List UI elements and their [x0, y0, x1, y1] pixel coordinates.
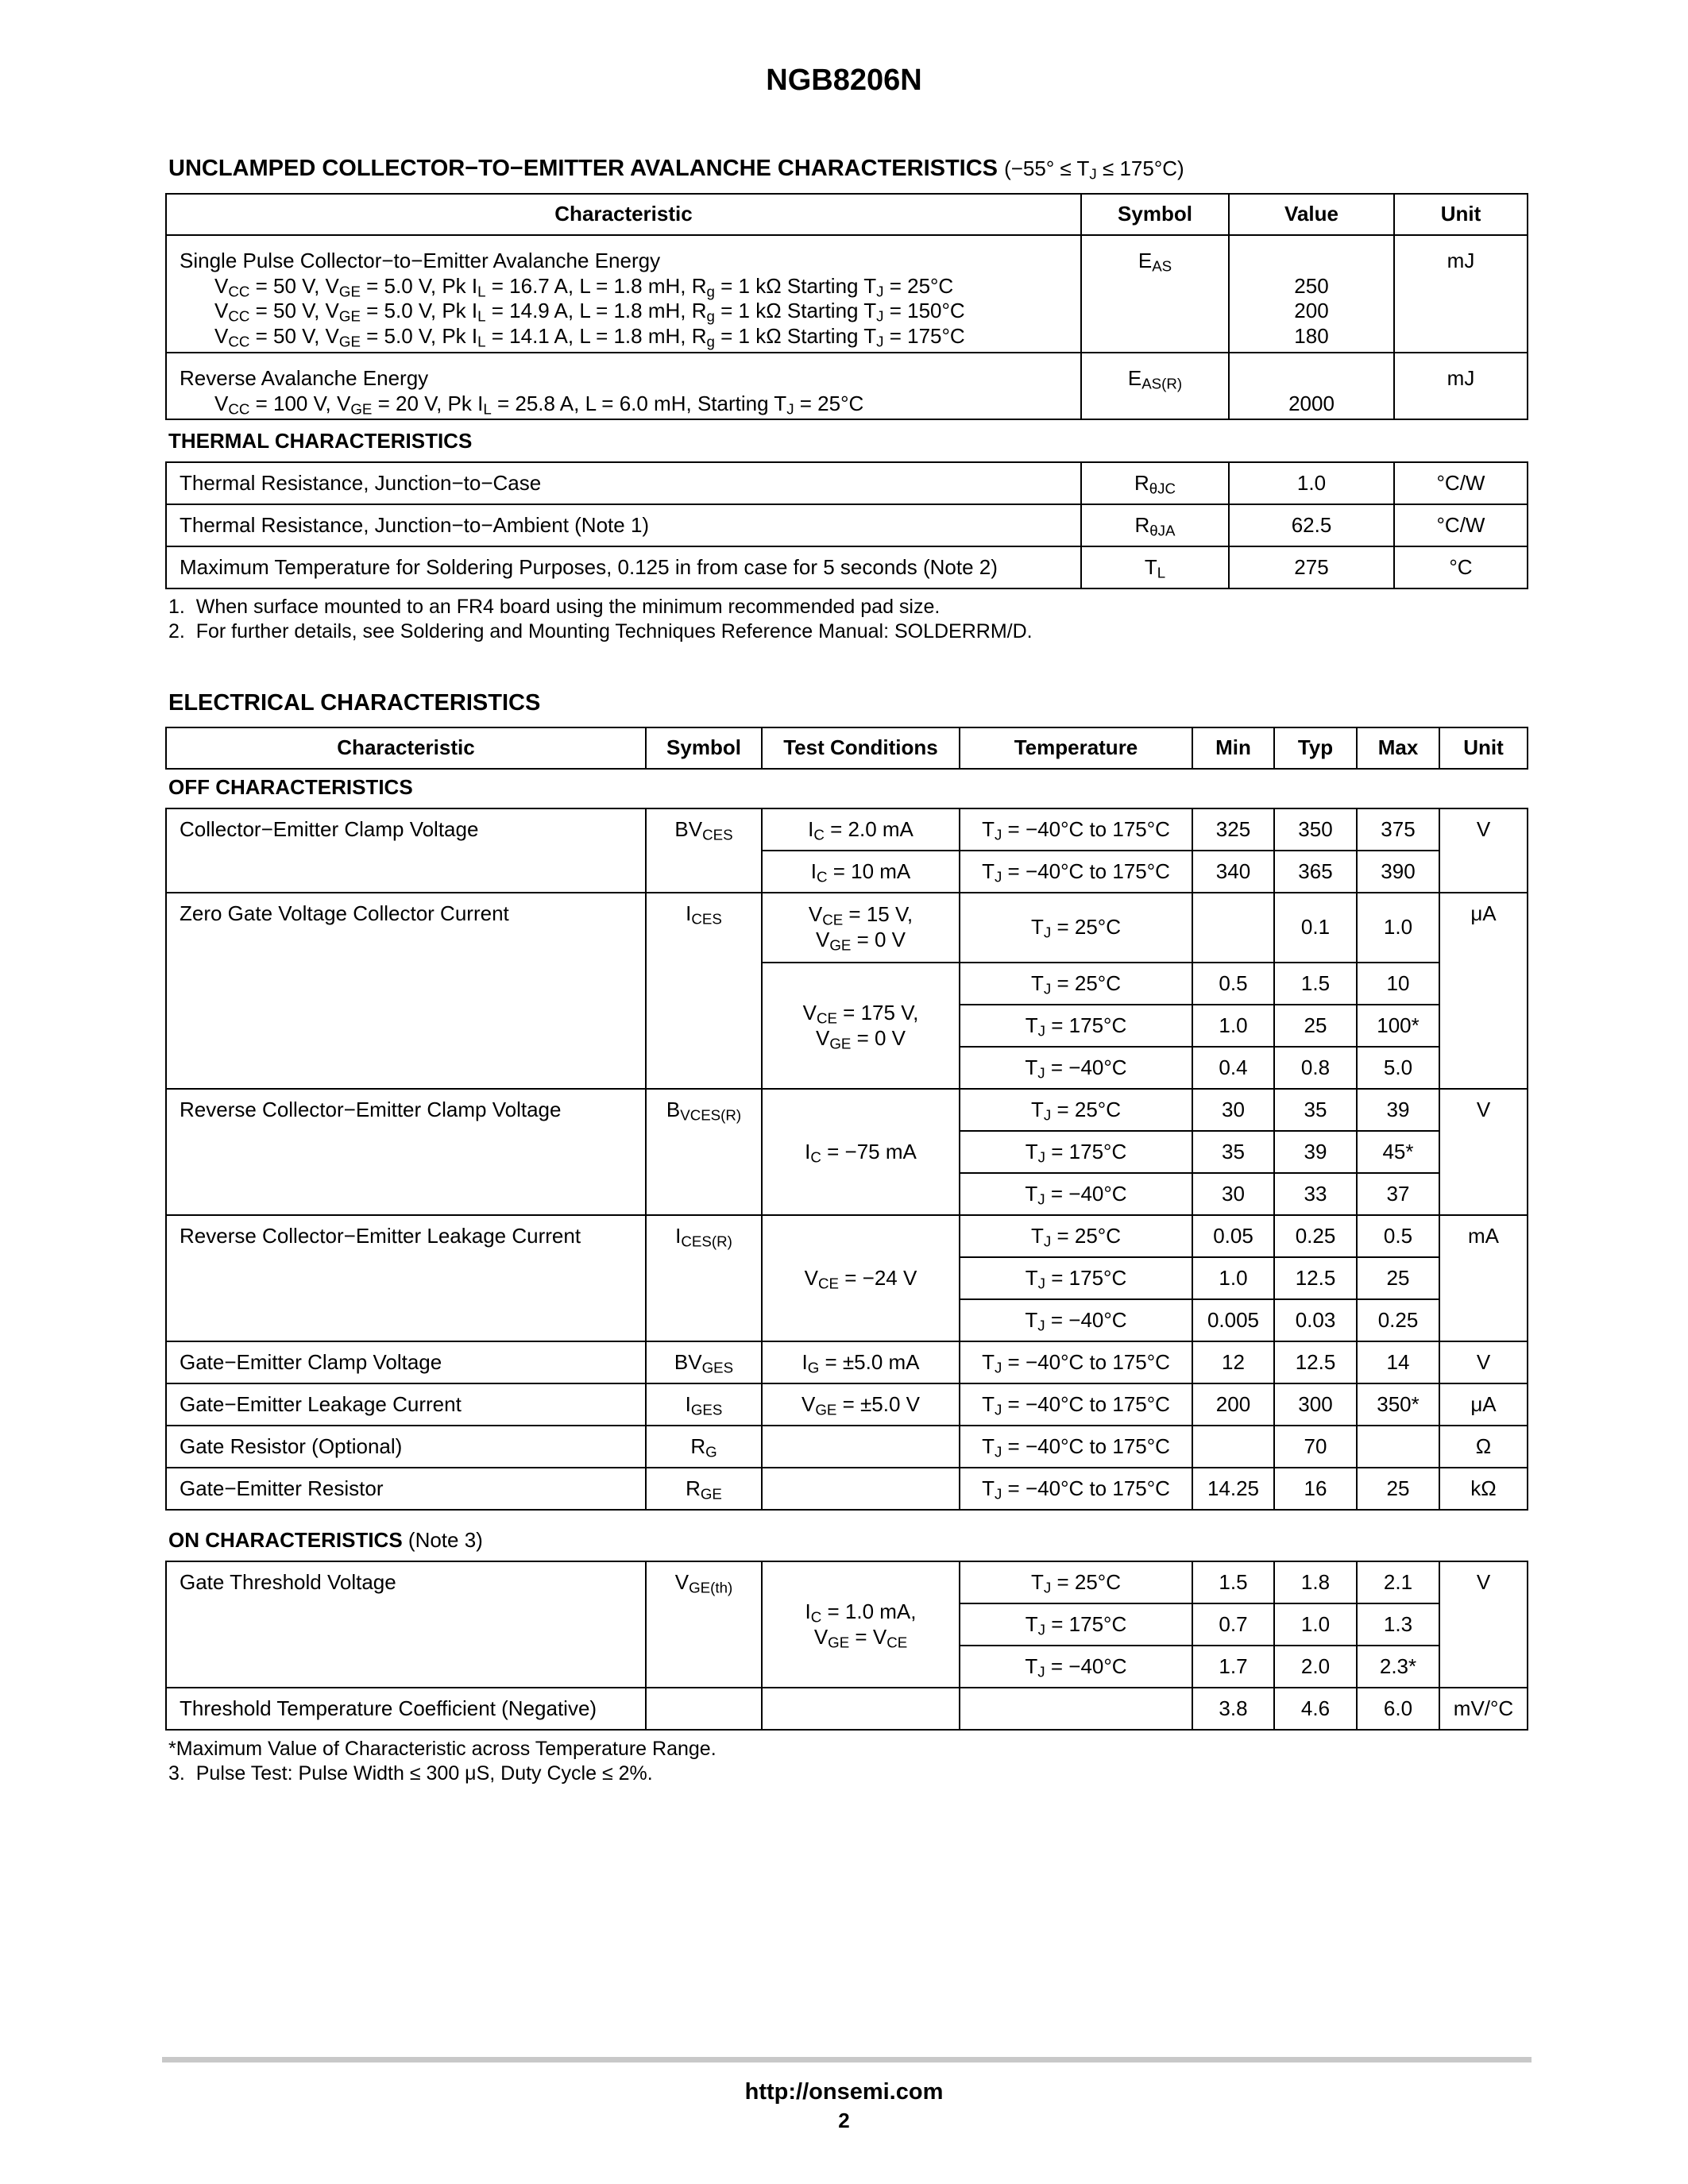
- temperature-cell: $T_J = 175^\circ C$: [960, 1005, 1192, 1047]
- table-row: [166, 1426, 1528, 1468]
- max-cell: 14: [1357, 1341, 1439, 1383]
- avalanche-condition-end: ≤ 175°C): [1096, 156, 1184, 180]
- col-header-characteristic: Characteristic: [166, 194, 1081, 235]
- temperature-cell: $T_J = -40^\circ C$ to 175°C: [960, 808, 1192, 851]
- table-row: [166, 504, 1528, 546]
- col-header-symbol: Symbol: [646, 727, 762, 769]
- min-cell: 1.7: [1192, 1646, 1274, 1688]
- temperature-cell: $T_J = 25^\circ C$: [960, 963, 1192, 1005]
- table-row: [166, 1089, 1528, 1131]
- characteristic-cell: Reverse Collector−Emitter Clamp Voltage: [166, 1089, 646, 1215]
- value: 2000: [1288, 391, 1335, 415]
- min-cell: 0.005: [1192, 1299, 1274, 1341]
- min-cell: 1.0: [1192, 1257, 1274, 1299]
- max-cell: 6.0: [1357, 1688, 1439, 1730]
- temperature-cell: [960, 1688, 1192, 1730]
- table-row: [166, 808, 1528, 851]
- symbol-cell: $I_{CES(R)}$: [646, 1215, 762, 1341]
- typ-cell: 70: [1274, 1426, 1357, 1468]
- temperature-cell: $T_J = 25^\circ C$: [960, 1561, 1192, 1603]
- thermal-table: [165, 461, 1528, 589]
- test-condition-cell: $I_C = 2.0$ mA: [762, 808, 960, 851]
- col-header-characteristic: Characteristic: [166, 727, 646, 769]
- typ-cell: 1.5: [1274, 963, 1357, 1005]
- col-header-temperature: Temperature: [960, 727, 1192, 769]
- unit-cell: mJ: [1394, 353, 1528, 419]
- footnote-3: 3. Pulse Test: Pulse Width ≤ 300 μS, Duty Cycle ≤ 2%.: [168, 1762, 653, 1785]
- electrical-header-table: [165, 727, 1528, 770]
- typ-cell: 365: [1274, 851, 1357, 893]
- unit-cell: kΩ: [1439, 1468, 1528, 1510]
- characteristic-cell: Thermal Resistance, Junction−to−Ambient (Note 1): [166, 504, 1081, 546]
- min-cell: 0.5: [1192, 963, 1274, 1005]
- unit-cell: V: [1439, 1089, 1528, 1215]
- unit-cell: Ω: [1439, 1426, 1528, 1468]
- temperature-cell: $T_J = -40^\circ C$: [960, 1047, 1192, 1089]
- max-cell: 100*: [1357, 1005, 1439, 1047]
- condition-line: $V_{CC} = 100$ V, $V_{GE} = 20$ V, Pk $I_L = 25.8$ A, L = 6.0 mH, Starting $T_J = 25^\circ C$: [214, 391, 864, 418]
- symbol-cell: $BV_{GES}$: [646, 1341, 762, 1383]
- characteristic-cell: Reverse Collector−Emitter Leakage Current: [166, 1215, 646, 1341]
- page-title: NGB8206N: [766, 64, 922, 97]
- value: 200: [1294, 299, 1329, 323]
- on-heading-text: ON CHARACTERISTICS: [168, 1528, 403, 1552]
- characteristic-cell: Gate Resistor (Optional): [166, 1426, 646, 1468]
- max-cell: 0.25: [1357, 1299, 1439, 1341]
- typ-cell: 1.0: [1274, 1603, 1357, 1646]
- temperature-cell: $T_J = 175^\circ C$: [960, 1131, 1192, 1173]
- avalanche-condition-text: (−55° ≤ T: [1004, 156, 1090, 180]
- max-cell: 39: [1357, 1089, 1439, 1131]
- typ-cell: 300: [1274, 1383, 1357, 1426]
- unit-cell: mJ: [1394, 235, 1528, 353]
- footer-url-link[interactable]: http://onsemi.com: [744, 2079, 944, 2105]
- value-cell: [1229, 235, 1394, 353]
- unit-cell: mV/°C: [1439, 1688, 1528, 1730]
- temperature-cell: $T_J = -40^\circ C$: [960, 1299, 1192, 1341]
- unit-cell: V: [1439, 1561, 1528, 1688]
- characteristic-cell: Maximum Temperature for Soldering Purposes, 0.125 in from case for 5 seconds (Note 2): [166, 546, 1081, 588]
- page-number: 2: [838, 2109, 850, 2132]
- max-cell: 1.0: [1357, 893, 1439, 963]
- symbol-cell: $E_{AS}$: [1081, 235, 1229, 353]
- avalanche-condition: [1004, 156, 1184, 183]
- condition-line: $V_{CC} = 50$ V, $V_{GE} = 5.0$ V, Pk $I_L = 16.7$ A, L = 1.8 mH, $R_g = 1$ kΩ Starting $T_J = 25^\circ C$: [214, 273, 954, 300]
- unit-cell: μA: [1439, 893, 1528, 1089]
- symbol-cell: $I_{CES}$: [646, 893, 762, 1089]
- typ-cell: 0.25: [1274, 1215, 1357, 1257]
- footnote-2: 2. For further details, see Soldering and Mounting Techniques Reference Manual: SOLDERRM/D.: [168, 620, 1033, 642]
- characteristic-cell: Threshold Temperature Coefficient (Negative): [166, 1688, 646, 1730]
- test-condition-cell: $V_{CE} = -24$ V: [762, 1215, 960, 1341]
- typ-cell: 35: [1274, 1089, 1357, 1131]
- typ-cell: 39: [1274, 1131, 1357, 1173]
- table-row: [166, 235, 1528, 353]
- temperature-cell: $T_J = 25^\circ C$: [960, 893, 1192, 963]
- temperature-cell: $T_J = -40^\circ C$ to 175°C: [960, 1383, 1192, 1426]
- electrical-heading: ELECTRICAL CHARACTERISTICS: [168, 690, 541, 716]
- min-cell: 3.8: [1192, 1688, 1274, 1730]
- symbol-cell: $R_G$: [646, 1426, 762, 1468]
- temperature-cell: $T_J = -40^\circ C$: [960, 1173, 1192, 1215]
- typ-cell: 0.1: [1274, 893, 1357, 963]
- test-condition-cell: $I_C = 10$ mA: [762, 851, 960, 893]
- characteristic-cell: Gate−Emitter Leakage Current: [166, 1383, 646, 1426]
- table-row: [166, 462, 1528, 504]
- temperature-cell: $T_J = -40^\circ C$ to 175°C: [960, 1426, 1192, 1468]
- min-cell: [1192, 1426, 1274, 1468]
- characteristic-cell: [166, 353, 1081, 419]
- unit-cell: mA: [1439, 1215, 1528, 1341]
- typ-cell: 0.03: [1274, 1299, 1357, 1341]
- max-cell: 2.3*: [1357, 1646, 1439, 1688]
- min-cell: 340: [1192, 851, 1274, 893]
- temperature-cell: $T_J = -40^\circ C$: [960, 1646, 1192, 1688]
- min-cell: 1.5: [1192, 1561, 1274, 1603]
- table-row: [166, 353, 1528, 419]
- min-cell: 200: [1192, 1383, 1274, 1426]
- col-header-min: Min: [1192, 727, 1274, 769]
- min-cell: 30: [1192, 1173, 1274, 1215]
- max-cell: 37: [1357, 1173, 1439, 1215]
- value-cell: 1.0: [1229, 462, 1394, 504]
- test-condition-cell: [762, 1426, 960, 1468]
- min-cell: 14.25: [1192, 1468, 1274, 1510]
- unit-cell: °C/W: [1394, 462, 1528, 504]
- typ-cell: 12.5: [1274, 1341, 1357, 1383]
- min-cell: 0.4: [1192, 1047, 1274, 1089]
- typ-cell: 12.5: [1274, 1257, 1357, 1299]
- max-cell: 45*: [1357, 1131, 1439, 1173]
- test-condition-cell: $I_G = \pm 5.0$ mA: [762, 1341, 960, 1383]
- min-cell: 0.7: [1192, 1603, 1274, 1646]
- off-characteristics-heading: OFF CHARACTERISTICS: [168, 775, 413, 799]
- min-cell: [1192, 893, 1274, 963]
- test-condition-cell: $I_C = 1.0$ mA, $V_{GE} = V_{CE}$: [762, 1561, 960, 1688]
- value-cell: 62.5: [1229, 504, 1394, 546]
- off-characteristics-table: [165, 808, 1528, 1511]
- max-cell: 390: [1357, 851, 1439, 893]
- table-row: [166, 1383, 1528, 1426]
- table-row: [166, 1215, 1528, 1257]
- avalanche-condition-sub: J: [1089, 165, 1097, 183]
- star-footnote: *Maximum Value of Characteristic across Temperature Range.: [168, 1738, 717, 1760]
- table-row: [166, 893, 1528, 963]
- unit-cell: °C: [1394, 546, 1528, 588]
- min-cell: 1.0: [1192, 1005, 1274, 1047]
- typ-cell: 33: [1274, 1173, 1357, 1215]
- avalanche-heading-text: UNCLAMPED COLLECTOR−TO−EMITTER AVALANCHE CHARACTERISTICS: [168, 156, 999, 181]
- unit-cell: μA: [1439, 1383, 1528, 1426]
- min-cell: 0.05: [1192, 1215, 1274, 1257]
- value-cell: [1229, 353, 1394, 419]
- avalanche-table: [165, 193, 1528, 420]
- characteristic-cell: Gate−Emitter Clamp Voltage: [166, 1341, 646, 1383]
- condition-line: $V_{CC} = 50$ V, $V_{GE} = 5.0$ V, Pk $I_L = 14.9$ A, L = 1.8 mH, $R_g = 1$ kΩ Starting $T_J = 150^\circ C$: [214, 299, 965, 326]
- col-header-value: Value: [1229, 194, 1394, 235]
- max-cell: 25: [1357, 1257, 1439, 1299]
- test-condition-cell: $V_{CE} = 15$ V, $V_{GE} = 0$ V: [762, 893, 960, 963]
- temperature-cell: $T_J = -40^\circ C$ to 175°C: [960, 1468, 1192, 1510]
- characteristic-cell: Thermal Resistance, Junction−to−Case: [166, 462, 1081, 504]
- min-cell: 325: [1192, 808, 1274, 851]
- symbol-cell: $E_{AS(R)}$: [1081, 353, 1229, 419]
- test-condition-cell: [762, 1468, 960, 1510]
- max-cell: 5.0: [1357, 1047, 1439, 1089]
- symbol-cell: $V_{GE(th)}$: [646, 1561, 762, 1688]
- symbol-cell: $BV_{CES}$: [646, 808, 762, 893]
- max-cell: 375: [1357, 808, 1439, 851]
- test-condition-cell: $I_C = -75$ mA: [762, 1089, 960, 1215]
- characteristic-cell: Gate Threshold Voltage: [166, 1561, 646, 1688]
- symbol-cell: [646, 1688, 762, 1730]
- characteristic-cell: Collector−Emitter Clamp Voltage: [166, 808, 646, 893]
- value: 250: [1294, 273, 1329, 298]
- max-cell: 25: [1357, 1468, 1439, 1510]
- characteristic-cell: Gate−Emitter Resistor: [166, 1468, 646, 1510]
- table-row: [166, 1561, 1528, 1603]
- typ-cell: 4.6: [1274, 1688, 1357, 1730]
- col-header-max: Max: [1357, 727, 1439, 769]
- temperature-cell: $T_J = 25^\circ C$: [960, 1089, 1192, 1131]
- typ-cell: 1.8: [1274, 1561, 1357, 1603]
- max-cell: 2.1: [1357, 1561, 1439, 1603]
- col-header-typ: Typ: [1274, 727, 1357, 769]
- unit-cell: V: [1439, 1341, 1528, 1383]
- characteristic-cell: [166, 235, 1081, 353]
- characteristic-name: Reverse Avalanche Energy: [180, 366, 429, 390]
- max-cell: [1357, 1426, 1439, 1468]
- value-cell: 275: [1229, 546, 1394, 588]
- value: 180: [1294, 324, 1329, 349]
- typ-cell: 2.0: [1274, 1646, 1357, 1688]
- col-header-test-conditions: Test Conditions: [762, 727, 960, 769]
- test-condition-cell: $V_{GE} = \pm 5.0$ V: [762, 1383, 960, 1426]
- min-cell: 12: [1192, 1341, 1274, 1383]
- symbol-cell: $T_L$: [1081, 546, 1229, 588]
- max-cell: 0.5: [1357, 1215, 1439, 1257]
- footer-divider: [162, 2057, 1532, 2062]
- temperature-cell: $T_J = -40^\circ C$ to 175°C: [960, 851, 1192, 893]
- symbol-cell: $I_{GES}$: [646, 1383, 762, 1426]
- on-characteristics-table: [165, 1561, 1528, 1731]
- typ-cell: 16: [1274, 1468, 1357, 1510]
- col-header-unit: Unit: [1439, 727, 1528, 769]
- on-heading-note: (Note 3): [408, 1528, 483, 1552]
- typ-cell: 25: [1274, 1005, 1357, 1047]
- max-cell: 1.3: [1357, 1603, 1439, 1646]
- symbol-cell: $B_{VCES(R)}$: [646, 1089, 762, 1215]
- symbol-cell: $R_{\theta JC}$: [1081, 462, 1229, 504]
- min-cell: 30: [1192, 1089, 1274, 1131]
- temperature-cell: $T_J = -40^\circ C$ to 175°C: [960, 1341, 1192, 1383]
- table-row: [166, 1688, 1528, 1730]
- avalanche-header-row: [166, 194, 1528, 235]
- col-header-symbol: Symbol: [1081, 194, 1229, 235]
- temperature-cell: $T_J = 175^\circ C$: [960, 1257, 1192, 1299]
- thermal-heading: THERMAL CHARACTERISTICS: [168, 429, 473, 453]
- symbol-cell: $R_{GE}$: [646, 1468, 762, 1510]
- condition-line: $V_{CC} = 50$ V, $V_{GE} = 5.0$ V, Pk $I_L = 14.1$ A, L = 1.8 mH, $R_g = 1$ kΩ Starting $T_J = 175^\circ C$: [214, 324, 965, 350]
- symbol-cell: $R_{\theta JA}$: [1081, 504, 1229, 546]
- footnote-1: 1. When surface mounted to an FR4 board using the minimum recommended pad size.: [168, 596, 941, 618]
- unit-cell: V: [1439, 808, 1528, 893]
- avalanche-heading: [168, 156, 1184, 182]
- max-cell: 10: [1357, 963, 1439, 1005]
- typ-cell: 0.8: [1274, 1047, 1357, 1089]
- test-condition-cell: $V_{CE} = 175$ V, $V_{GE} = 0$ V: [762, 963, 960, 1089]
- table-row: [166, 1468, 1528, 1510]
- electrical-header-row: [166, 727, 1528, 769]
- max-cell: 350*: [1357, 1383, 1439, 1426]
- characteristic-name: Single Pulse Collector−to−Emitter Avalanche Energy: [180, 249, 661, 272]
- temperature-cell: $T_J = 175^\circ C$: [960, 1603, 1192, 1646]
- typ-cell: 350: [1274, 808, 1357, 851]
- min-cell: 35: [1192, 1131, 1274, 1173]
- col-header-unit: Unit: [1394, 194, 1528, 235]
- test-condition-cell: [762, 1688, 960, 1730]
- temperature-cell: $T_J = 25^\circ C$: [960, 1215, 1192, 1257]
- on-characteristics-heading: [168, 1528, 483, 1553]
- unit-cell: °C/W: [1394, 504, 1528, 546]
- characteristic-cell: Zero Gate Voltage Collector Current: [166, 893, 646, 1089]
- table-row: [166, 546, 1528, 588]
- table-row: [166, 1341, 1528, 1383]
